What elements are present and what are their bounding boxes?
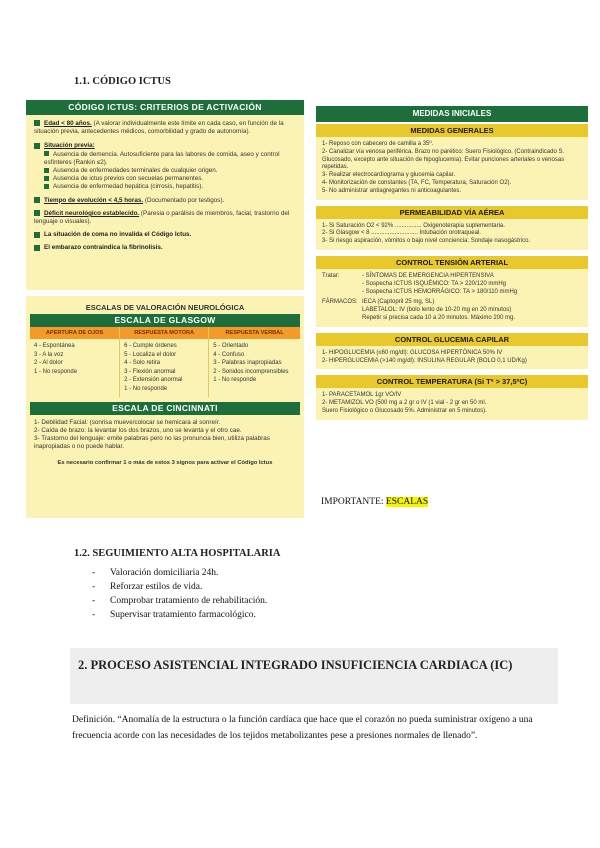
- ta-drug: Repetir si precisa cada 10 a 20 minutos. Máximo 200 mg.: [362, 314, 516, 321]
- section-title-seguimiento: 1.2. SEGUIMIENTO ALTA HOSPITALARIA: [74, 548, 281, 559]
- criterion-deficit: Déficit neurológico establecido. (Paresia o parálisis de miembros, facial, trastorno del lenguaje o visuales).: [34, 209, 290, 226]
- generales-item: 5- No administrar antiagregantes ni anticoagulantes.: [322, 187, 462, 194]
- generales-item: 2- Canalizar vía venosa periférica. Brazo no parético: Suero Fisiológico. (Contraindicado S. Glucosado, excepto ante situación de hipoglucemia). Evitar punciones arteriales o venosas repetidas.: [322, 148, 565, 171]
- seguimiento-list: [92, 566, 267, 622]
- criteria-title: CÓDIGO ICTUS: CRITERIOS DE ACTIVACIÓN: [26, 100, 304, 115]
- criterion-embarazo: El embarazo contraindica la fibrinolisis.: [34, 244, 296, 252]
- bullet-square-icon: [44, 176, 49, 181]
- glasgow-item: 1 - No responde: [124, 385, 168, 392]
- glasgow-item: 4 - Confuso: [213, 351, 245, 358]
- glasgow-item: 3 - Palabras inapropiadas: [213, 360, 282, 367]
- glucemia-item: 1- HIPOGLUCEMIA (≤60 mg/dl): GLUCOSA HIPERTÓNICA 50% IV: [322, 349, 503, 356]
- list-item: - Supervisar tratamiento farmacológico.: [92, 608, 267, 622]
- glasgow-item: 1 - No responde: [34, 368, 78, 375]
- situacion-item: Ausencia de ictus previos con secuelas permanentes.: [44, 175, 296, 183]
- glucemia-title: CONTROL GLUCEMIA CAPILAR: [316, 333, 588, 346]
- section-title-ic: 2. PROCESO ASISTENCIAL INTEGRADO INSUFICIENCIA CARDIACA (IC): [78, 658, 513, 672]
- scales-title: ESCALAS DE VALORACIÓN NEUROLÓGICA: [85, 303, 245, 312]
- generales-item: 3- Realizar electrocardiograma y glucemia capilar.: [322, 172, 456, 179]
- glasgow-item: 2 - Extensión anormal: [124, 377, 183, 384]
- glasgow-item: 2 - Sonidos incomprensibles: [213, 368, 289, 375]
- definition-paragraph: Definición. “Anomalía de la estructura o la función cardíaca que hace que el corazón no pueda suministrar oxígeno a una frecuencia acorde con las necesidades de los tejidos metabolizantes pese a presiones normales de llenado”.: [72, 715, 533, 741]
- medidas-title: MEDIDAS INICIALES: [316, 106, 588, 122]
- temp-title: CONTROL TEMPERATURA (Si Tª > 37,5ºC): [316, 375, 588, 388]
- ta-item: - SÍNTOMAS DE EMERGENCIA HIPERTENSIVA: [362, 272, 494, 279]
- bullet-square-icon: [44, 184, 49, 189]
- ta-item: - Sospecha ICTUS ISQUÉMICO: TA > 220/120 mmHg: [362, 280, 506, 287]
- bullet-square-icon: [34, 232, 40, 238]
- situacion-item: Ausencia de demencia. Autosuficiente para las labores de comida, aseo y control esfínteres (Rankin ≤2).: [44, 150, 280, 166]
- bullet-square-icon: [34, 245, 40, 251]
- section-banner: [70, 648, 558, 704]
- ta-title: CONTROL TENSIÓN ARTERIAL: [316, 256, 588, 269]
- via-box: [316, 206, 588, 250]
- criterion-situacion: Situación previa: Ausencia de demencia. Autosuficiente para las labores de comida, aseo y control esfínteres (Rankin ≤2). Ausencia de enfermedades terminales de cualquier origen. Ausencia de ictus previos con secuelas permanentes. Ausencia de enfermedad hepática (cirrosis, hepatitis).: [34, 142, 296, 191]
- ta-farmacos-label: FÁRMACOS:: [322, 299, 358, 306]
- bullet-square-icon: [44, 151, 49, 156]
- ta-box: [316, 256, 588, 327]
- bullet-square-icon: [34, 210, 40, 216]
- ta-drug: IECA (Captopril 25 mg, SL): [362, 299, 435, 306]
- cincinnati-item: 2- Caída de brazo: la levantar los dos brazos, uno se levanta y el otro cae.: [34, 426, 242, 434]
- situacion-item: Ausencia de enfermedades terminales de cualquier origen.: [44, 167, 296, 175]
- list-item: - Reforzar estilos de vida.: [92, 580, 267, 594]
- generales-item: 1- Reposo con cabecero de camilla a 35º.: [322, 141, 434, 147]
- criteria-panel: [26, 100, 304, 290]
- criterion-tiempo: Tiempo de evolución < 4,5 horas. (Documentado por testigos).: [34, 197, 296, 205]
- cincinnati-confirm-note: Es necesario confirmar 1 o más de estos 3 signos para activar el Código Ictus: [57, 460, 273, 467]
- ta-tratar-label: Tratar:: [322, 272, 340, 279]
- via-item: 3- Si riesgo aspiración, vómitos o bajo nivel conciencia: Sondaje nasogástrico.: [322, 238, 531, 245]
- list-item: - Valoración domiciliaria 24h.: [92, 566, 267, 580]
- bullet-square-icon: [44, 168, 49, 173]
- bullet-square-icon: [34, 197, 40, 203]
- glucemia-item: 2- HIPERGLUCEMIA (>140 mg/dl): INSULINA REGULAR (BOLO 0,1 UD/Kg): [322, 357, 527, 364]
- cincinnati-item: 3- Trastorno del lenguaje: emite palabras pero no las pronuncia bien, utiliza palabras inapropiadas o no puede hablar.: [34, 434, 270, 451]
- generales-box: [316, 124, 588, 200]
- glasgow-item: 3 - Flexión anormal: [124, 368, 176, 375]
- list-item: - Comprobar tratamiento de rehabilitación.: [92, 594, 267, 608]
- criterion-edad: Edad < 80 años. (A valorar individualmente este límite en cada caso, en función de la situación previa, antecedentes médicos, comorbilidad y grado de autonomía).: [34, 120, 284, 136]
- glasgow-col-head: RESPUESTA MOTORA: [120, 327, 208, 339]
- glasgow-col-head: APERTURA DE OJOS: [30, 327, 119, 339]
- temp-box: [316, 375, 588, 419]
- criterion-coma: La situación de coma no invalida el Código Ictus.: [34, 231, 296, 239]
- via-item: 1- Si Saturación O2 < 92% ................ Oxigenoterapia suplementaria.: [322, 222, 505, 229]
- situacion-item: Ausencia de enfermedad hepática (cirrosis, hepatitis).: [44, 183, 296, 191]
- temp-item: Suero Fisiológico o Glucosado 5%. Administrar en 5 minutos).: [322, 407, 487, 414]
- temp-item: 1- PARACETAMOL 1gr VO/IV: [322, 392, 402, 399]
- glucemia-box: [316, 333, 588, 370]
- glasgow-item: 2 - Al dolor: [34, 360, 63, 367]
- glasgow-col-head: RESPUESTA VERBAL: [209, 327, 300, 339]
- section-title-codigo-ictus: 1.1. CÓDIGO ICTUS: [74, 76, 171, 87]
- glasgow-item: 1 - No responde: [213, 377, 257, 384]
- importante-highlight: ESCALAS: [385, 497, 429, 507]
- ta-drug: LABETALOL: IV (bolo lento de 10-20 mg en 20 minutos): [362, 307, 512, 314]
- glasgow-title: ESCALA DE GLASGOW: [30, 314, 300, 327]
- via-title: PERMEABILIDAD VÍA AÉREA: [316, 206, 588, 219]
- glasgow-item: 4 - Solo retira: [124, 360, 161, 367]
- bullet-square-icon: [34, 120, 40, 126]
- glasgow-col-motora: [119, 327, 208, 397]
- glasgow-item: 5 - Orientado: [213, 343, 249, 349]
- temp-item: 2- METAMIZOL VO (500 mg a 2 gr o IV (1 vial - 2 gr en 50 ml.: [322, 400, 487, 407]
- glasgow-table: [30, 327, 300, 397]
- via-item: 2- Si Glasgow < 8 ............................ Intubación orotraqueal.: [322, 230, 481, 237]
- glasgow-item: 5 - Localiza el dolor: [124, 351, 177, 358]
- importante-label: IMPORTANTE:: [321, 497, 384, 507]
- glasgow-item: 4 - Espontánea: [34, 343, 75, 349]
- glasgow-item: 6 - Cumple órdenes: [124, 343, 177, 349]
- generales-title: MEDIDAS GENERALES: [316, 124, 588, 137]
- bullet-square-icon: [34, 143, 40, 149]
- generales-item: 4- Monitorización de constantes (TA, FC, Temperatura, Saturación O2).: [322, 179, 512, 186]
- cincinnati-item: 1- Debilidad Facial: (sonrisa mueve/colocar se hemicara al sonreír.: [34, 418, 221, 426]
- scales-panel: [26, 296, 304, 518]
- importante-note: [321, 497, 428, 507]
- medidas-panel: [316, 100, 588, 488]
- glasgow-item: 3 - A la voz: [34, 351, 64, 358]
- glasgow-col-ojos: [30, 327, 119, 397]
- cincinnati-title: ESCALA DE CINCINNATI: [30, 402, 300, 415]
- ta-item: - Sospecha ICTUS HEMORRÁGICO: TA > 180/110 mmHg: [362, 288, 518, 295]
- glasgow-col-verbal: [208, 327, 300, 397]
